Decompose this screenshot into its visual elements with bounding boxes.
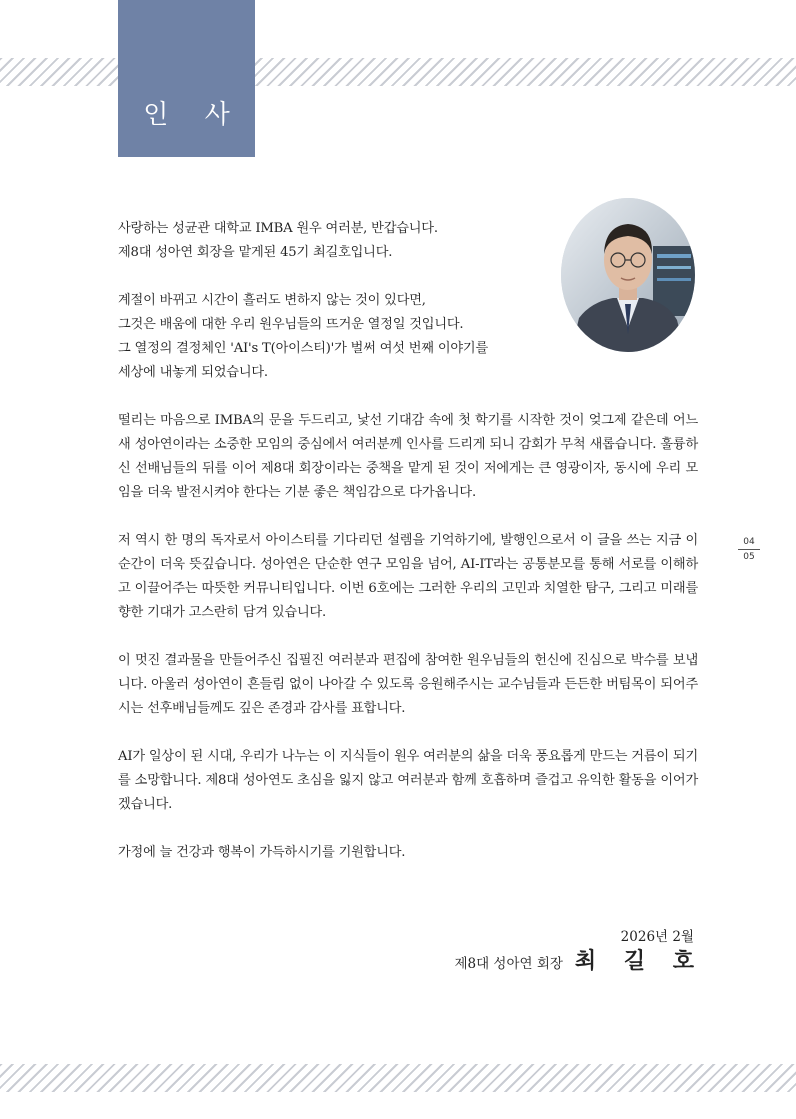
body-paragraph: 떨리는 마음으로 IMBA의 문을 두드리고, 낯선 기대감 속에 첫 학기를 시작한 것이 엊그제 같은데 어느새 성아연이라는 소중한 모임의 중심에서 여러분께 인사를 드리게 되니 감회가 무척 새롭습니다. 훌륭하신 선배님들의 뒤를 이어 제8대 회장이라는 중책을 맡게 된 것이 저에게는 큰 영광이자, 동시에 우리 모임을 더욱 발전시켜야 한다는 기분 좋은 책임감으로 다가옵니다. [118, 413, 698, 500]
letter-body [118, 217, 698, 889]
closing-paragraph: 가정에 늘 건강과 행복이 가득하시기를 기원합니다. [118, 845, 406, 860]
bottom-stripe-band [0, 1064, 796, 1092]
signature-role: 제8대 성아연 회장 [454, 956, 563, 972]
text-line: 세상에 내놓게 되었습니다. [118, 365, 268, 380]
body-paragraph: AI가 일상이 된 시대, 우리가 나누는 이 지식들이 원우 여러분의 삶을 더욱 풍요롭게 만드는 거름이 되기를 소망합니다. 제8대 성아연도 초심을 잃지 않고 여러분과 함께 호흡하며 즐겁고 유익한 활동을 이어가겠습니다. [118, 749, 698, 812]
greeting-paragraph [118, 217, 518, 265]
body-paragraph: 이 멋진 결과물을 만들어주신 집필진 여러분과 편집에 참여한 원우님들의 헌신에 진심으로 박수를 보냅니다. 아울러 성아연이 흔들림 없이 나아갈 수 있도록 응원해주시는 교수님들과 든든한 버팀목이 되어주시는 선후배님들께도 깊은 존경과 감사를 표합니다. [118, 653, 698, 716]
body-paragraph: 저 역시 한 명의 독자로서 아이스티를 기다리던 설렘을 기억하기에, 발행인으로서 이 글을 쓰는 지금 이 순간이 더욱 뜻깊습니다. 성아연은 단순한 연구 모임을 넘어, AI-IT라는 공통분모를 통해 서로를 이해하고 이끌어주는 따뜻한 커뮤니티입니다. 이번 6호에는 그러한 우리의 고민과 치열한 탐구, 그리고 미래를 향한 기대가 고스란히 담겨 있습니다. [118, 533, 698, 620]
title-box [118, 0, 255, 157]
signature-name: 최 길 호 [574, 948, 704, 974]
text-line: 제8대 성아연 회장을 맡게된 45기 최길호입니다. [118, 245, 393, 260]
text-line: 사랑하는 성균관 대학교 IMBA 원우 여러분, 반갑습니다. [118, 221, 438, 236]
text-line: 그 열정의 결정체인 'AI's T(아이스티)'가 벌써 여섯 번째 이야기를 [118, 341, 488, 356]
intro-paragraph [118, 289, 518, 385]
page-number-right: 05 [743, 552, 755, 562]
signature-block [454, 944, 704, 975]
page-number [738, 535, 760, 564]
page-number-left: 04 [738, 535, 760, 550]
text-line: 그것은 배움에 대한 우리 원우님들의 뜨거운 열정일 것입니다. [118, 317, 464, 332]
text-line: 계절이 바뀌고 시간이 흘러도 변하지 않는 것이 있다면, [118, 293, 426, 308]
signature-date: 2026년 2월 [620, 929, 694, 945]
page-title: 인 사 [143, 100, 244, 130]
